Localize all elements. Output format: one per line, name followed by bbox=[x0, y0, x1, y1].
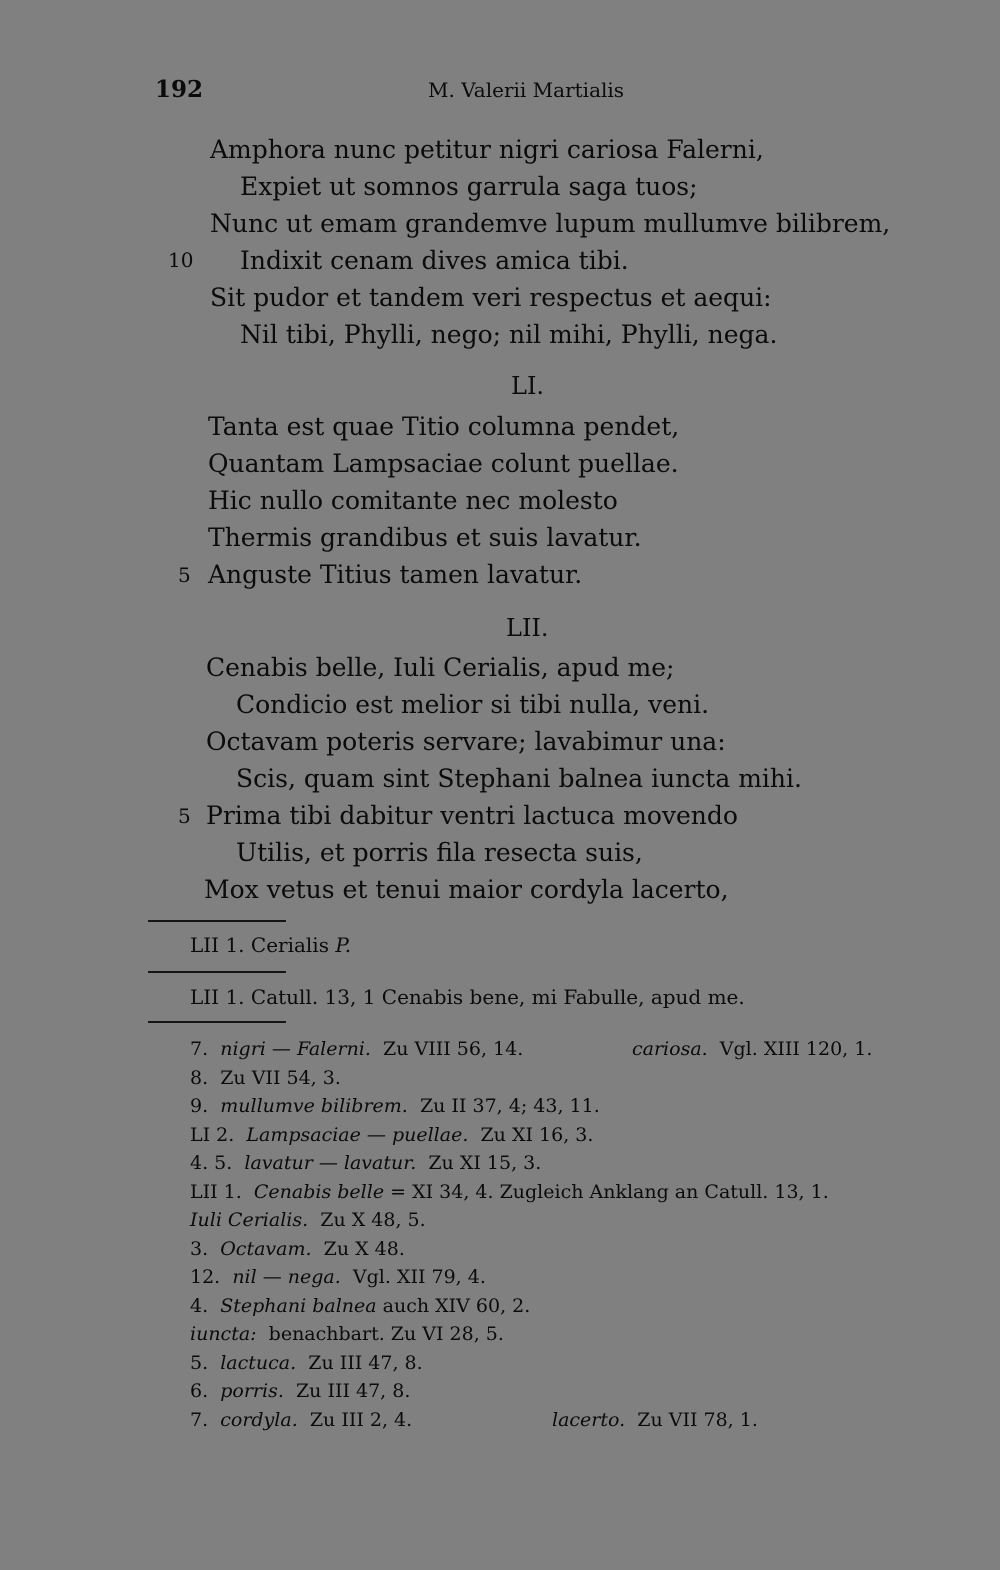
note-lemma: cariosa. bbox=[632, 1038, 708, 1060]
note-lemma: iuncta: bbox=[190, 1323, 257, 1345]
note-line bbox=[190, 1380, 410, 1402]
note-text: Zu XI 16, 3. bbox=[480, 1124, 594, 1146]
note-lemma: Octavam. bbox=[220, 1238, 312, 1260]
note-lemma: Cenabis belle bbox=[253, 1181, 385, 1203]
note-text: Zu X 48, 5. bbox=[320, 1209, 426, 1231]
verse-line: Octavam poteris servare; lavabimur una: bbox=[206, 727, 726, 756]
verse-line: Mox vetus et tenui maior cordyla lacerto, bbox=[204, 875, 729, 904]
poem-heading: LII. bbox=[506, 614, 549, 642]
critical-apparatus bbox=[190, 933, 351, 957]
testimonia-text: Catull. 13, 1 Cenabis bene, mi Fabulle, apud me. bbox=[250, 985, 745, 1009]
note-line bbox=[190, 1352, 423, 1374]
note-line bbox=[190, 1181, 829, 1203]
note-lemma: porris. bbox=[220, 1380, 284, 1402]
testimonia-ref: LII 1. bbox=[190, 985, 245, 1009]
footnote-rule bbox=[148, 920, 286, 922]
verse-line: Utilis, et porris fila resecta suis, bbox=[236, 838, 643, 867]
verse-line: Nil tibi, Phylli, nego; nil mihi, Phylli, nega. bbox=[240, 320, 778, 349]
poem-heading: LI. bbox=[511, 372, 545, 400]
note-line bbox=[190, 1152, 541, 1174]
note-text: auch XIV 60, 2. bbox=[382, 1295, 531, 1317]
verse-line: Quantam Lampsaciae colunt puellae. bbox=[208, 449, 679, 478]
note-ref: 12. bbox=[190, 1266, 221, 1288]
note-line bbox=[190, 1323, 504, 1345]
apparatus-siglum: P. bbox=[335, 933, 352, 957]
note-line bbox=[190, 1266, 486, 1288]
note-text: Zu III 47, 8. bbox=[308, 1352, 423, 1374]
line-number: 5 bbox=[178, 563, 191, 587]
line-number: 10 bbox=[168, 248, 194, 272]
note-line bbox=[190, 1295, 530, 1317]
note-lemma: nil — nega. bbox=[232, 1266, 341, 1288]
note-lemma: cordyla. bbox=[220, 1409, 298, 1431]
line-number: 5 bbox=[178, 804, 191, 828]
note-text: Zu XI 15, 3. bbox=[428, 1152, 542, 1174]
note-ref: LI 2. bbox=[190, 1124, 235, 1146]
verse-line: Tanta est quae Titio columna pendet, bbox=[208, 412, 680, 441]
verse-line: Sit pudor et tandem veri respectus et aequi: bbox=[210, 283, 772, 312]
note-line bbox=[190, 1038, 523, 1060]
verse-line: Indixit cenam dives amica tibi. bbox=[240, 246, 629, 275]
apparatus-text: Cerialis bbox=[250, 933, 329, 957]
note-ref: 4. bbox=[190, 1295, 209, 1317]
note-text: Zu II 37, 4; 43, 11. bbox=[419, 1095, 600, 1117]
verse-line: Amphora nunc petitur nigri cariosa Falerni, bbox=[210, 135, 764, 164]
note-lemma: nigri — Falerni. bbox=[220, 1038, 371, 1060]
running-head: M. Valerii Martialis bbox=[428, 78, 625, 102]
verse-line: Condicio est melior si tibi nulla, veni. bbox=[236, 690, 710, 719]
note-ref: 7. bbox=[190, 1038, 209, 1060]
note-ref: LII 1. bbox=[190, 1181, 242, 1203]
verse-line: Prima tibi dabitur ventri lactuca movendo bbox=[206, 801, 738, 830]
note-ref: 9. bbox=[190, 1095, 209, 1117]
note-line bbox=[190, 1095, 600, 1117]
verse-line: Expiet ut somnos garrula saga tuos; bbox=[240, 172, 698, 201]
note-ref: 8. bbox=[190, 1067, 209, 1089]
note-text: Zu III 2, 4. bbox=[309, 1409, 413, 1431]
note-text: = XI 34, 4. Zugleich Anklang an Catull. 13, 1. bbox=[390, 1181, 829, 1203]
note-lemma: lavatur — lavatur. bbox=[244, 1152, 417, 1174]
note-lemma: mullumve bilibrem. bbox=[220, 1095, 408, 1117]
note-text: Zu X 48. bbox=[323, 1238, 405, 1260]
note-lemma: Stephani balnea bbox=[220, 1295, 377, 1317]
note-ref: 3. bbox=[190, 1238, 209, 1260]
verse-line: Cenabis belle, Iuli Cerialis, apud me; bbox=[206, 653, 675, 682]
note-ref: 4. 5. bbox=[190, 1152, 233, 1174]
note-ref: 5. bbox=[190, 1352, 209, 1374]
note-text: Zu VII 78, 1. bbox=[637, 1409, 758, 1431]
verse-line: Nunc ut emam grandemve lupum mullumve bilibrem, bbox=[210, 209, 891, 238]
note-line bbox=[190, 1124, 593, 1146]
note-lemma: lacerto. bbox=[552, 1409, 626, 1431]
verse-line: Anguste Titius tamen lavatur. bbox=[208, 560, 583, 589]
note-line bbox=[190, 1409, 412, 1431]
note-line bbox=[190, 1067, 341, 1089]
note-text: Zu VII 54, 3. bbox=[220, 1067, 341, 1089]
testimonia bbox=[190, 985, 745, 1009]
note-text: Zu VIII 56, 14. bbox=[383, 1038, 524, 1060]
note-lemma: Iuli Cerialis. bbox=[190, 1209, 309, 1231]
note-text: benachbart. Zu VI 28, 5. bbox=[268, 1323, 504, 1345]
verse-line: Scis, quam sint Stephani balnea iuncta mihi. bbox=[236, 764, 802, 793]
note-lemma: Lampsaciae — puellae. bbox=[246, 1124, 469, 1146]
note-line bbox=[632, 1038, 872, 1060]
note-ref: 6. bbox=[190, 1380, 209, 1402]
note-ref: 7. bbox=[190, 1409, 209, 1431]
note-text: Zu III 47, 8. bbox=[295, 1380, 411, 1402]
note-text: Vgl. XIII 120, 1. bbox=[719, 1038, 873, 1060]
footnote-rule bbox=[148, 1021, 286, 1023]
verse-line: Thermis grandibus et suis lavatur. bbox=[208, 523, 642, 552]
page-number: 192 bbox=[155, 76, 204, 103]
verse-line: Hic nullo comitante nec molesto bbox=[208, 486, 618, 515]
note-line bbox=[552, 1409, 758, 1431]
apparatus-ref: LII 1. bbox=[190, 933, 245, 957]
note-text: Vgl. XII 79, 4. bbox=[352, 1266, 486, 1288]
note-line bbox=[190, 1209, 426, 1231]
footnote-rule bbox=[148, 971, 286, 973]
note-line bbox=[190, 1238, 405, 1260]
note-lemma: lactuca. bbox=[220, 1352, 297, 1374]
